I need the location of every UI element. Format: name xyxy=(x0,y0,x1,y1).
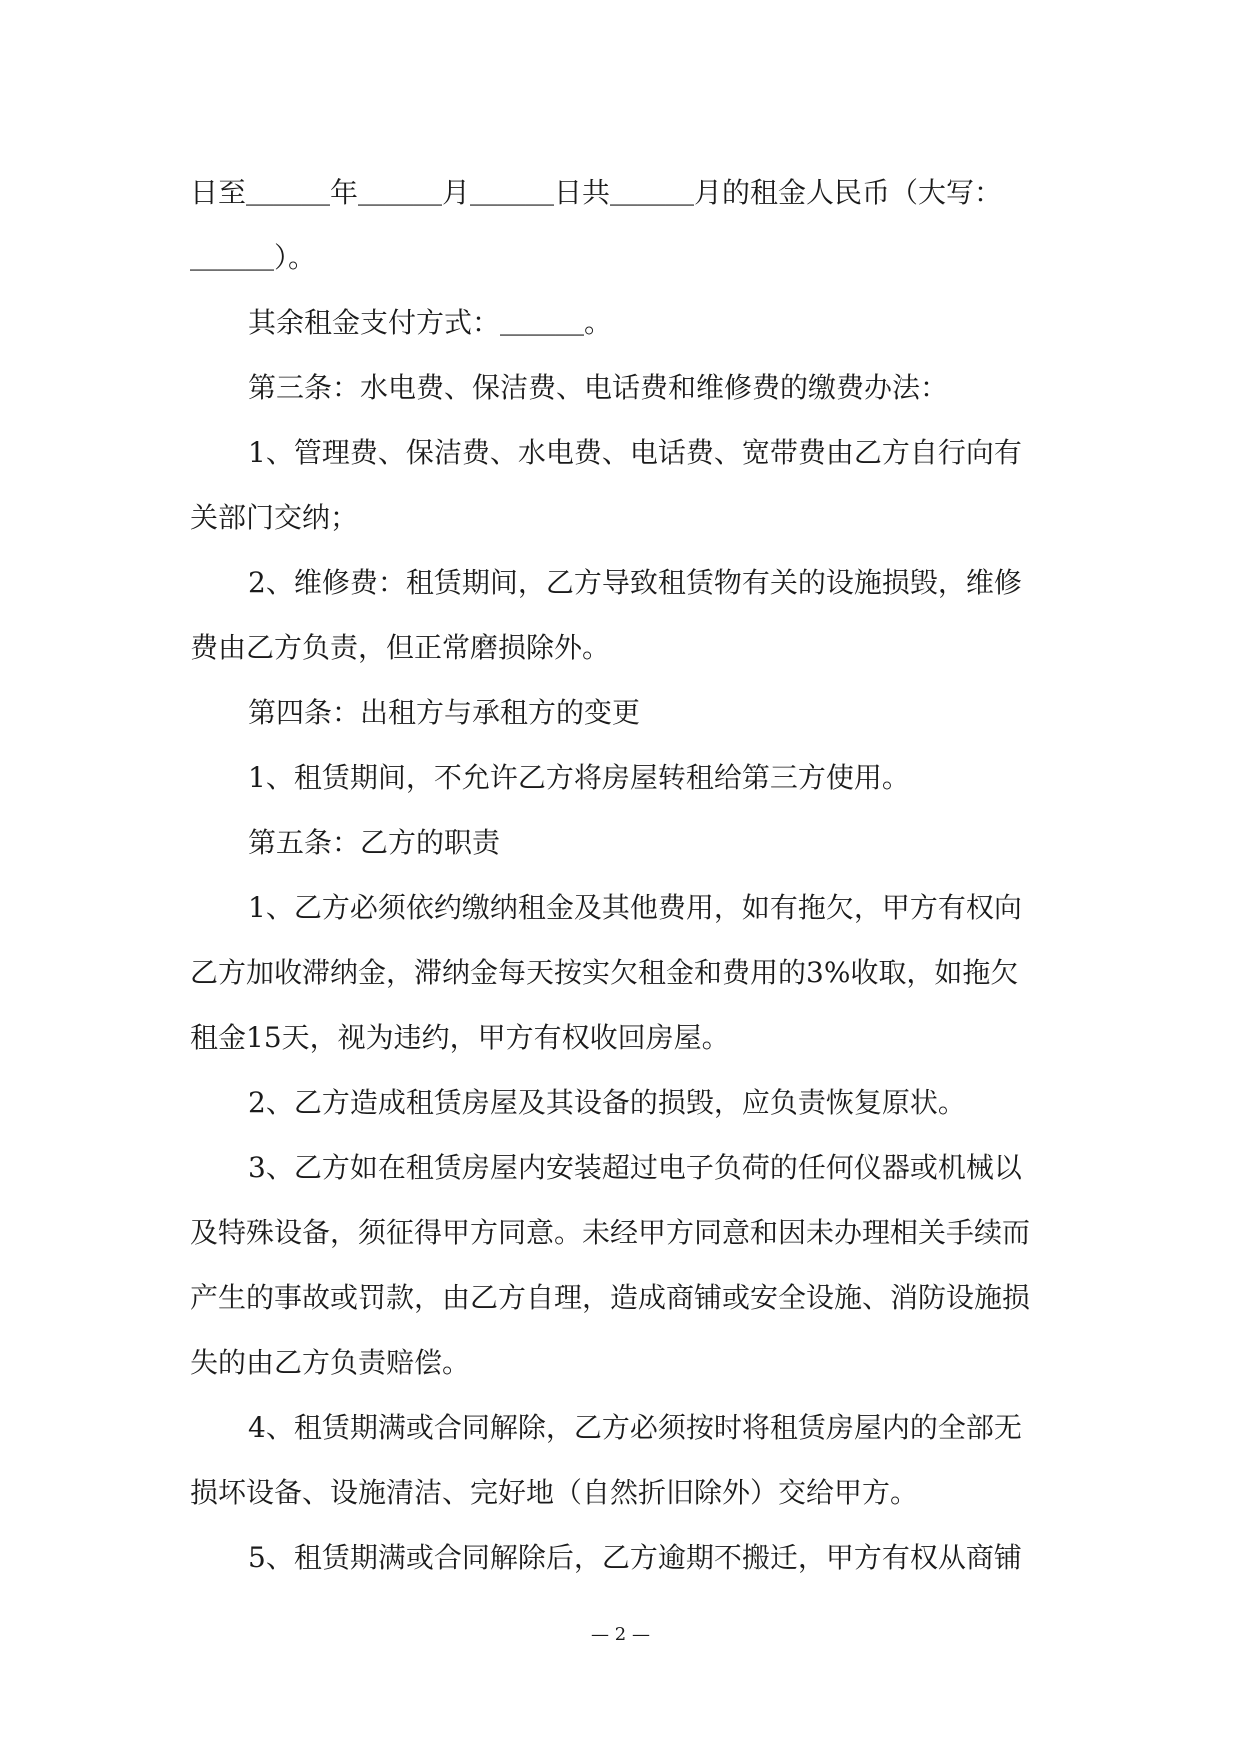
article-4-heading: 第四条：出租方与承租方的变更 xyxy=(248,696,641,729)
page-number: — 2 — xyxy=(591,1624,650,1645)
article-5-heading: 第五条：乙方的职责 xyxy=(248,826,501,859)
text-line-12: 1、乙方必须依约缴纳租金及其他费用，如有拖欠，甲方有权向 xyxy=(248,891,1022,924)
text-line-15: 2、乙方造成租赁房屋及其设备的损毁，应负责恢复原状。 xyxy=(248,1086,966,1119)
text-line-22: 5、租赁期满或合同解除后，乙方逾期不搬迁，甲方有权从商铺 xyxy=(248,1541,1022,1574)
text-line-13: 乙方加收滞纳金，滞纳金每天按实欠租金和费用的3%收取，如拖欠 xyxy=(190,956,1019,989)
article-3-heading: 第三条：水电费、保洁费、电话费和维修费的缴费办法： xyxy=(248,371,949,404)
text-line-6: 关部门交纳； xyxy=(190,501,359,534)
text-line-16: 3、乙方如在租赁房屋内安装超过电子负荷的任何仪器或机械以 xyxy=(248,1151,1022,1184)
text-line-8: 费由乙方负责，但正常磨损除外。 xyxy=(190,631,611,664)
text-line-18: 产生的事故或罚款，由乙方自理，造成商铺或安全设施、消防设施损 xyxy=(190,1281,1031,1314)
text-line-21: 损坏设备、设施清洁、完好地（自然折旧除外）交给甲方。 xyxy=(190,1476,919,1509)
text-line-20: 4、租赁期满或合同解除，乙方必须按时将租赁房屋内的全部无 xyxy=(248,1411,1022,1444)
text-line-2: ＿＿＿）。 xyxy=(190,241,317,274)
text-line-17: 及特殊设备，须征得甲方同意。未经甲方同意和因未办理相关手续而 xyxy=(190,1216,1031,1249)
text-line-10: 1、租赁期间，不允许乙方将房屋转租给第三方使用。 xyxy=(248,761,910,794)
document-body xyxy=(190,160,1060,1590)
text-line-14: 租金15天，视为违约，甲方有权收回房屋。 xyxy=(190,1021,730,1054)
text-line-7: 2、维修费：租赁期间，乙方导致租赁物有关的设施损毁，维修 xyxy=(248,566,1022,599)
text-line-5: 1、管理费、保洁费、水电费、电话费、宽带费由乙方自行向有 xyxy=(248,436,1022,469)
text-line-1: 日至＿＿＿年＿＿＿月＿＿＿日共＿＿＿月的租金人民币（大写： xyxy=(190,176,1003,209)
text-line-3: 其余租金支付方式：＿＿＿。 xyxy=(248,306,613,339)
text-line-19: 失的由乙方负责赔偿。 xyxy=(190,1346,471,1379)
